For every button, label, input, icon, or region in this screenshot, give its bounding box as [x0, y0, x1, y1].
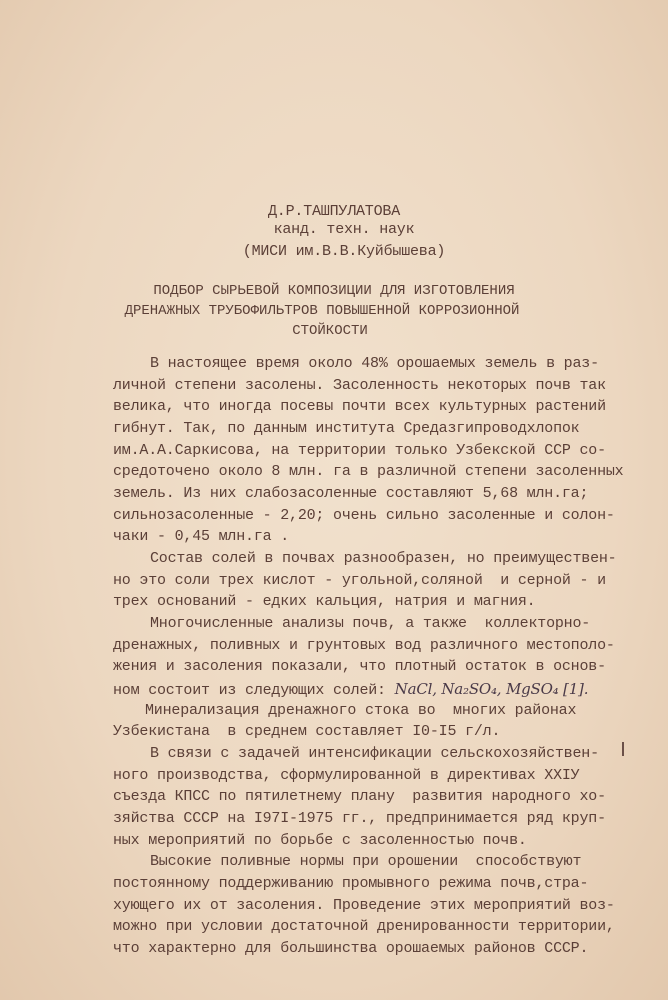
body-line: Минерализация дренажного стока во многих районах [145, 701, 577, 719]
title-line: ДРЕНАЖНЫХ ТРУБОФИЛЬТРОВ ПОВЫШЕННОЙ КОРРОЗИОННОЙ [124, 303, 520, 319]
body-line: съезда КПСС по пятилетнему плану развития народного хо- [113, 788, 606, 806]
title-line: ПОДБОР СЫРЬЕВОЙ КОМПОЗИЦИИ ДЛЯ ИЗГОТОВЛЕНИЯ [153, 283, 515, 299]
body-line: Многочисленные анализы почв, а также коллекторно- [150, 615, 591, 632]
body-line [113, 680, 588, 700]
body-line: Высокие поливные нормы при орошении способствуют [150, 853, 582, 871]
author-name: Д.Р.ТАШПУЛАТОВА [267, 203, 401, 220]
body-line: трех оснований - едких кальция, натрия и магния. [113, 593, 536, 611]
body-line: дренажных, поливных и грунтовых вод различного местополо- [113, 636, 615, 654]
body-line: земель. Из них слабозасоленные составляют 5,68 млн.га; [113, 485, 589, 502]
body-line: что характерно для большинства орошаемых районов СССР. [113, 940, 589, 957]
handwritten-formula: NaCl, Na₂SO₄, MgSO₄ [1]. [394, 680, 589, 698]
body-line: зяйства СССР на I97I-1975 гг., предпринимается ряд круп- [113, 810, 606, 827]
body-line: сильнозасоленные - 2,20; очень сильно засоленные и солон- [113, 506, 615, 524]
title-line: СТОЙКОСТИ [292, 323, 368, 339]
body-line: ного производства, сформулированной в директивах XXIУ [113, 766, 580, 784]
body-line: велика, что иногда посевы почти всех культурных растений [113, 398, 606, 416]
body-line: жения и засоления показали, что плотный остаток в основ- [113, 658, 606, 676]
body-line: чаки - 0,45 млн.га . [113, 528, 290, 546]
body-line: хующего их от засоления. Проведение этих мероприятий воз- [113, 896, 615, 914]
body-line: но это соли трех кислот - угольной,соляной и серной - и [113, 571, 606, 589]
author-affiliation: (МИСИ им.В.В.Куйбышева) [242, 243, 446, 260]
author-degree: канд. техн. наук [273, 221, 415, 238]
body-line: личной степени засолены. Засоленность некоторых почв так [113, 376, 606, 394]
body-line: ных мероприятий по борьбе с засоленностью почв. [113, 831, 527, 849]
body-line: Узбекистана в среднем составляет I0-I5 г/л. [113, 723, 501, 741]
body-line: им.А.А.Саркисова, на территории только Узбекской ССР со- [113, 441, 606, 459]
body-line-text: ном состоит из следующих солей: [113, 682, 395, 699]
body-line: гибнут. Так, по данным института Средазгипроводхлопок [113, 420, 580, 437]
body-line: В связи с задачей интенсификации сельскохозяйствен- [150, 745, 599, 762]
body-line: Состав солей в почвах разнообразен, но преимуществен- [150, 550, 617, 567]
body-line: В настоящее время около 48% орошаемых земель в раз- [150, 355, 599, 372]
margin-pencil-mark [622, 742, 624, 756]
body-line: можно при условии достаточной дренированности территории, [113, 918, 615, 936]
body-line: средоточено около 8 млн. га в различной степени засоленных [113, 463, 624, 481]
body-line: постоянному поддерживанию промывного режима почв,стра- [113, 875, 589, 892]
